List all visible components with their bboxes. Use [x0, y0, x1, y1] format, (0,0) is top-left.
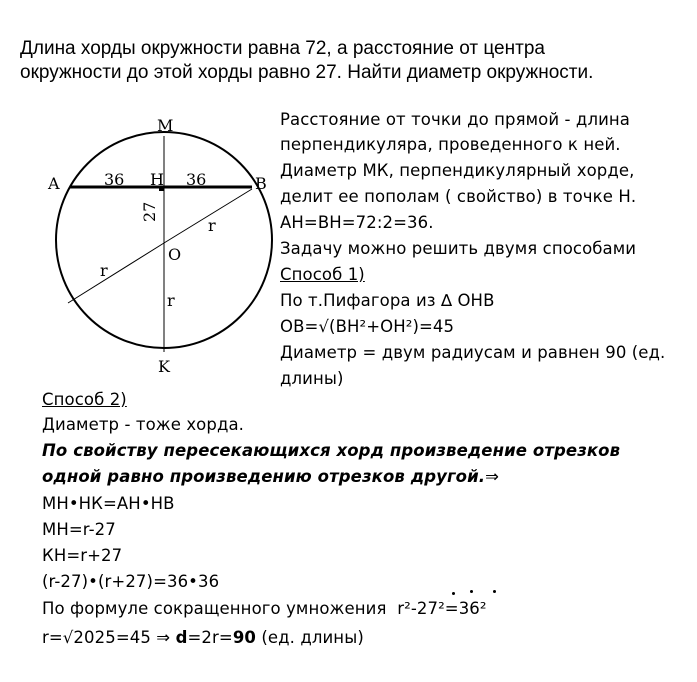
problem-line-2: окружности до этой хорды равно 27. Найти диаметр окружности.	[20, 62, 594, 83]
label-oh-27: 27	[140, 201, 159, 222]
method2-line-1: Диаметр - тоже хорда.	[42, 415, 245, 434]
problem-line-1: Длина хорды окружности равна 72, а расстояние от центра	[20, 38, 545, 59]
label-ah-36: 36	[104, 170, 125, 189]
method1-heading: Способ 1)	[280, 265, 365, 284]
method2-eq-2: МН=r-27	[42, 520, 116, 539]
method2-eq-1: МН•НК=АН•НВ	[42, 494, 175, 513]
result-mid: =2r=	[187, 628, 233, 647]
stray-dot	[452, 592, 455, 595]
stray-dot	[493, 590, 496, 593]
result-d-symbol: d	[175, 628, 188, 647]
label-b: B	[255, 174, 267, 193]
method2-formula-line	[42, 599, 487, 619]
method2-eq-4: (r-27)•(r+27)=36•36	[42, 572, 220, 591]
result-value: 90	[232, 628, 256, 647]
result-units: (ед. длины)	[256, 628, 364, 647]
method1-line-4: длины)	[280, 369, 344, 388]
label-ok-r: r	[167, 291, 175, 310]
method1-line-1: По т.Пифагора из ∆ ОНВ	[280, 291, 495, 310]
implies-symbol: ⇒	[485, 467, 500, 486]
explanation-line-6: Задачу можно решить двумя способами	[280, 239, 637, 258]
explanation-line-4: делит ее пополам ( свойство) в точке Н.	[280, 187, 637, 206]
explanation-line-3: Диаметр МК, перпендикулярный хорде,	[280, 161, 635, 180]
formula-expression: r²-27²=36²	[397, 599, 487, 618]
stray-dot	[470, 590, 473, 593]
explanation-line-2: перпендикуляра, проведенного к ней.	[280, 135, 621, 154]
method2-heading: Способ 2)	[42, 390, 127, 409]
method2-result-line	[42, 628, 364, 648]
label-m: M	[157, 116, 174, 135]
label-hb-36: 36	[186, 170, 207, 189]
method1-line-3: Диаметр = двум радиусам и равнен 90 (ед.	[280, 343, 666, 362]
result-radius: r=√2025=45 ⇒	[42, 628, 176, 647]
method2-eq-3: КН=r+27	[42, 546, 123, 565]
method2-property-line-1: По свойству пересекающихся хорд произведение отрезков	[42, 441, 621, 460]
formula-caption: По формуле сокращенного умножения	[42, 599, 387, 618]
explanation-line-5: АН=ВН=72:2=36.	[280, 213, 434, 232]
method1-line-2: ОВ=√(ВН²+ОН²)=45	[280, 317, 455, 336]
label-oa-r: r	[100, 261, 108, 280]
method2-property-text: одной равно произведению отрезков другой.	[42, 467, 486, 486]
label-h: H	[150, 170, 164, 189]
label-o: O	[168, 245, 182, 264]
method2-property-line-2	[42, 467, 499, 487]
label-k: K	[158, 357, 170, 376]
explanation-line-1: Расстояние от точки до прямой - длина	[280, 110, 631, 129]
label-ob-r: r	[208, 216, 216, 235]
radius-oa	[68, 243, 164, 303]
label-a: A	[48, 174, 60, 193]
